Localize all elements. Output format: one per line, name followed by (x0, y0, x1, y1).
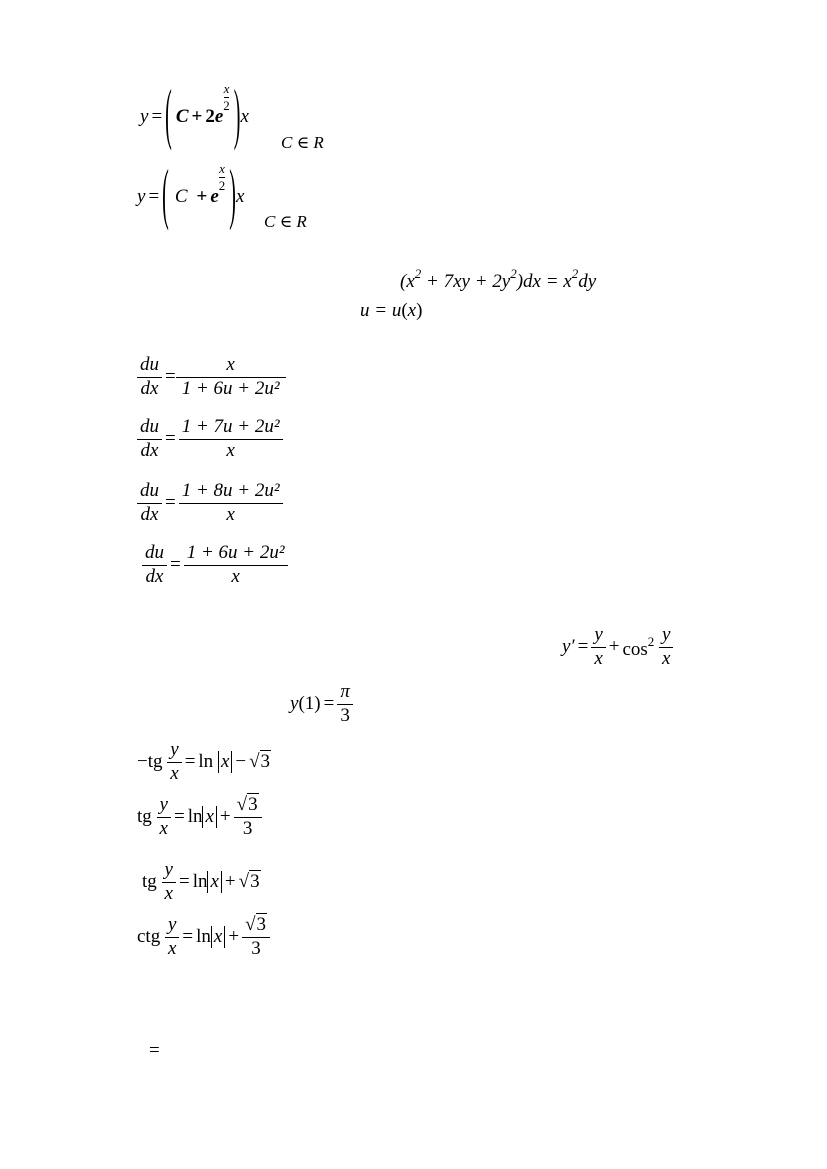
q1-option-b-note: C ∈ R (264, 212, 307, 231)
q2-equation: $(x^2 + 7xy + 2y^2)dx = x^2dy$ (400, 266, 597, 292)
q1-option-b: y = ( C + e x 2 ) x (137, 157, 245, 233)
q2-option-a: $\frac{du}{dx}$ = $\frac{x}{\text{1 + 6u + 2u²}}$ (137, 355, 283, 400)
q2-substitution: u = u(x) (360, 300, 423, 321)
q3-option-c: tg $\frac{y}{x}$ = ln x + √3 (142, 859, 260, 904)
q3-option-b: tg $\frac{y}{x}$ = ln x + $\frac{√3}{3}$ (137, 795, 262, 840)
q2-option-c: $\frac{du}{dx}$ = $\frac{\text{1 + 8u + 2u²}}{x}$ (137, 481, 283, 526)
q3-option-a: −tg $\frac{y}{x}$ = ln x − √3 (137, 739, 271, 784)
q3-condition: y (1) = $\frac{\pi}{3}$ (290, 682, 353, 727)
q3-equation: y′ = $\frac{y}{x}$ + $\cos^2$ $\frac{y}{x}$ (562, 625, 673, 670)
q1-option-a: y = ( C + 2 e x 2 ) x (140, 77, 249, 153)
q3-option-d: ctg $\frac{y}{x}$ = ln x + $\frac{√3}{3}$ (137, 915, 270, 960)
q1-option-a-note: C ∈ R (281, 133, 324, 152)
trailing-equals: = (149, 1040, 160, 1061)
q2-option-b: $\frac{du}{dx}$ = $\frac{\text{1 + 7u + 2u²}}{x}$ (137, 417, 283, 462)
q2-option-d: $\frac{du}{dx}$ = $\frac{\text{1 + 6u + 2u²}}{x}$ (142, 543, 288, 588)
